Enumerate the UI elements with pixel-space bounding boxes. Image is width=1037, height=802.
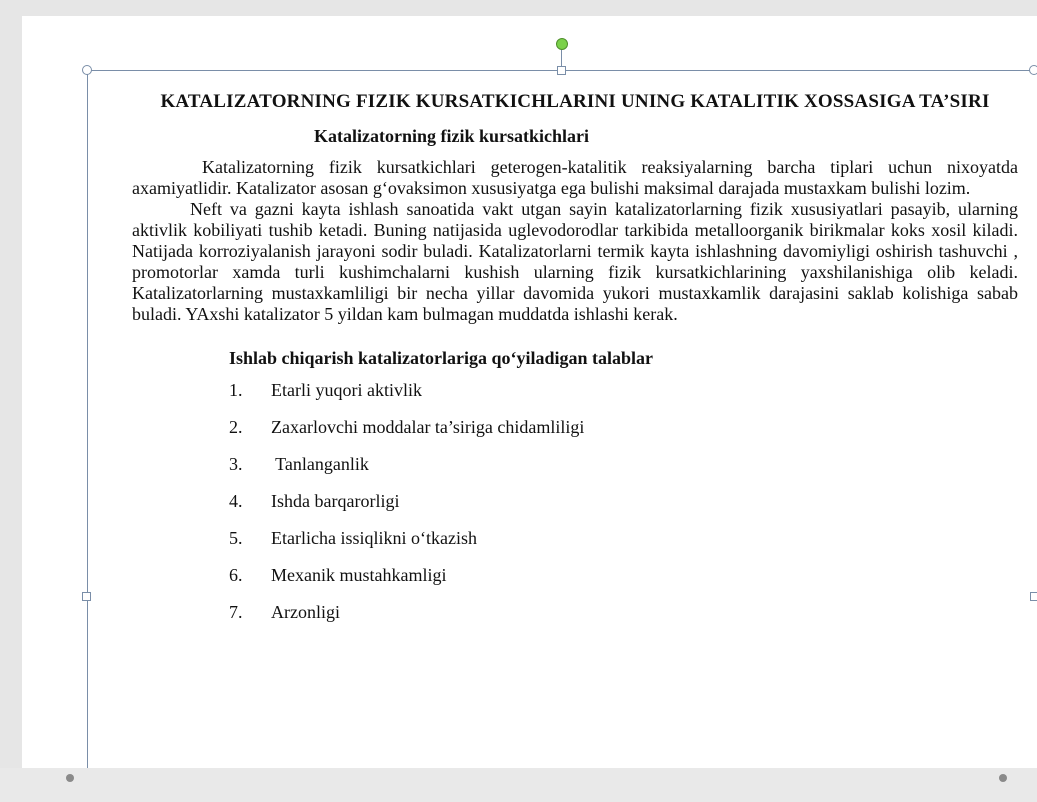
list-item <box>229 564 1018 601</box>
list-item-text: Zaxarlovchi moddalar ta’siriga chidamliligi <box>271 417 585 437</box>
list-item-text: Etarli yuqori aktivlik <box>271 380 422 400</box>
list-item-number: 5. <box>229 528 243 548</box>
list-item <box>229 490 1018 527</box>
rotation-stem <box>561 48 562 68</box>
list-item <box>229 453 1018 490</box>
resize-handle-top-center[interactable] <box>557 66 566 75</box>
slide-bottom-band <box>0 768 1037 802</box>
requirements-heading: Ishlab chiqarish katalizatorlariga qo‘yiladigan talablar <box>229 348 654 368</box>
list-item-text: Mexanik mustahkamligi <box>271 565 447 585</box>
list-item-text: Arzonligi <box>271 602 340 622</box>
list-item <box>229 416 1018 453</box>
list-item-number: 7. <box>229 602 243 622</box>
body-text <box>132 157 1018 325</box>
resize-handle-top-right[interactable] <box>1029 65 1037 75</box>
list-item-number: 6. <box>229 565 243 585</box>
resize-handle-middle-left[interactable] <box>82 592 91 601</box>
list-item-text: Etarlicha issiqlikni o‘tkazish <box>271 528 477 548</box>
list-item-number: 3. <box>229 454 243 474</box>
document-title: KATALIZATORNING FIZIK KURSATKICHLARINI UNING KATALITIK XOSSASIGA TA’SIRI <box>160 91 990 112</box>
paragraph-2: Neft va gazni kayta ishlash sanoatida vakt utgan sayin katalizatorlarning fizik xususiyatlari pasayib, ularning aktivlik kobiliyati tushib ketadi. Buning natijasida uglevodorodlar tarkibida metalloorganik birikmalar koks xosil kiladi. Natijada korroziyalanish jarayoni sodir buladi. Katalizatorlarni termik kayta ishlashning davomiyligi oshirish tashuvchi , promotorlar xamda turli kushimchalarni kushish ularning fizik kursatkichlarining yaxshilanishiga olib keladi. Katalizatorlarning mustaxkamliligi bir necha yillar davomida yukori mustaxkamlik darajasini saklab kolishiga sabab buladi. YAxshi katalizator 5 yildan kam bulmagan muddatda ishlashi kerak. <box>132 199 1018 324</box>
list-item-text: Tanlanganlik <box>271 454 369 474</box>
list-item <box>229 379 1018 416</box>
paragraph-1: Katalizatorning fizik kursatkichlari geterogen-katalitik reaksiyalarning barcha tiplari uchun nixoyatda axamiyatlidir. Katalizator asosan g‘ovaksimon xususiyatga ega bulishi maksimal darajada mustaxkam bulishi lozim. <box>132 157 1018 198</box>
section-subtitle: Katalizatorning fizik kursatkichlari <box>314 126 590 146</box>
requirements-list <box>132 379 1018 638</box>
list-item <box>229 601 1018 638</box>
document-textbox[interactable] <box>132 90 1018 638</box>
list-item-number: 4. <box>229 491 243 511</box>
textbox-frame-left <box>87 70 88 768</box>
resize-handle-middle-right[interactable] <box>1030 592 1037 601</box>
nav-dot-right <box>999 774 1007 782</box>
resize-handle-top-left[interactable] <box>82 65 92 75</box>
rotation-handle-icon[interactable] <box>556 38 568 50</box>
nav-dot-left <box>66 774 74 782</box>
list-item-number: 1. <box>229 380 243 400</box>
list-item-text: Ishda barqarorligi <box>271 491 400 511</box>
list-item <box>229 527 1018 564</box>
list-item-number: 2. <box>229 417 243 437</box>
